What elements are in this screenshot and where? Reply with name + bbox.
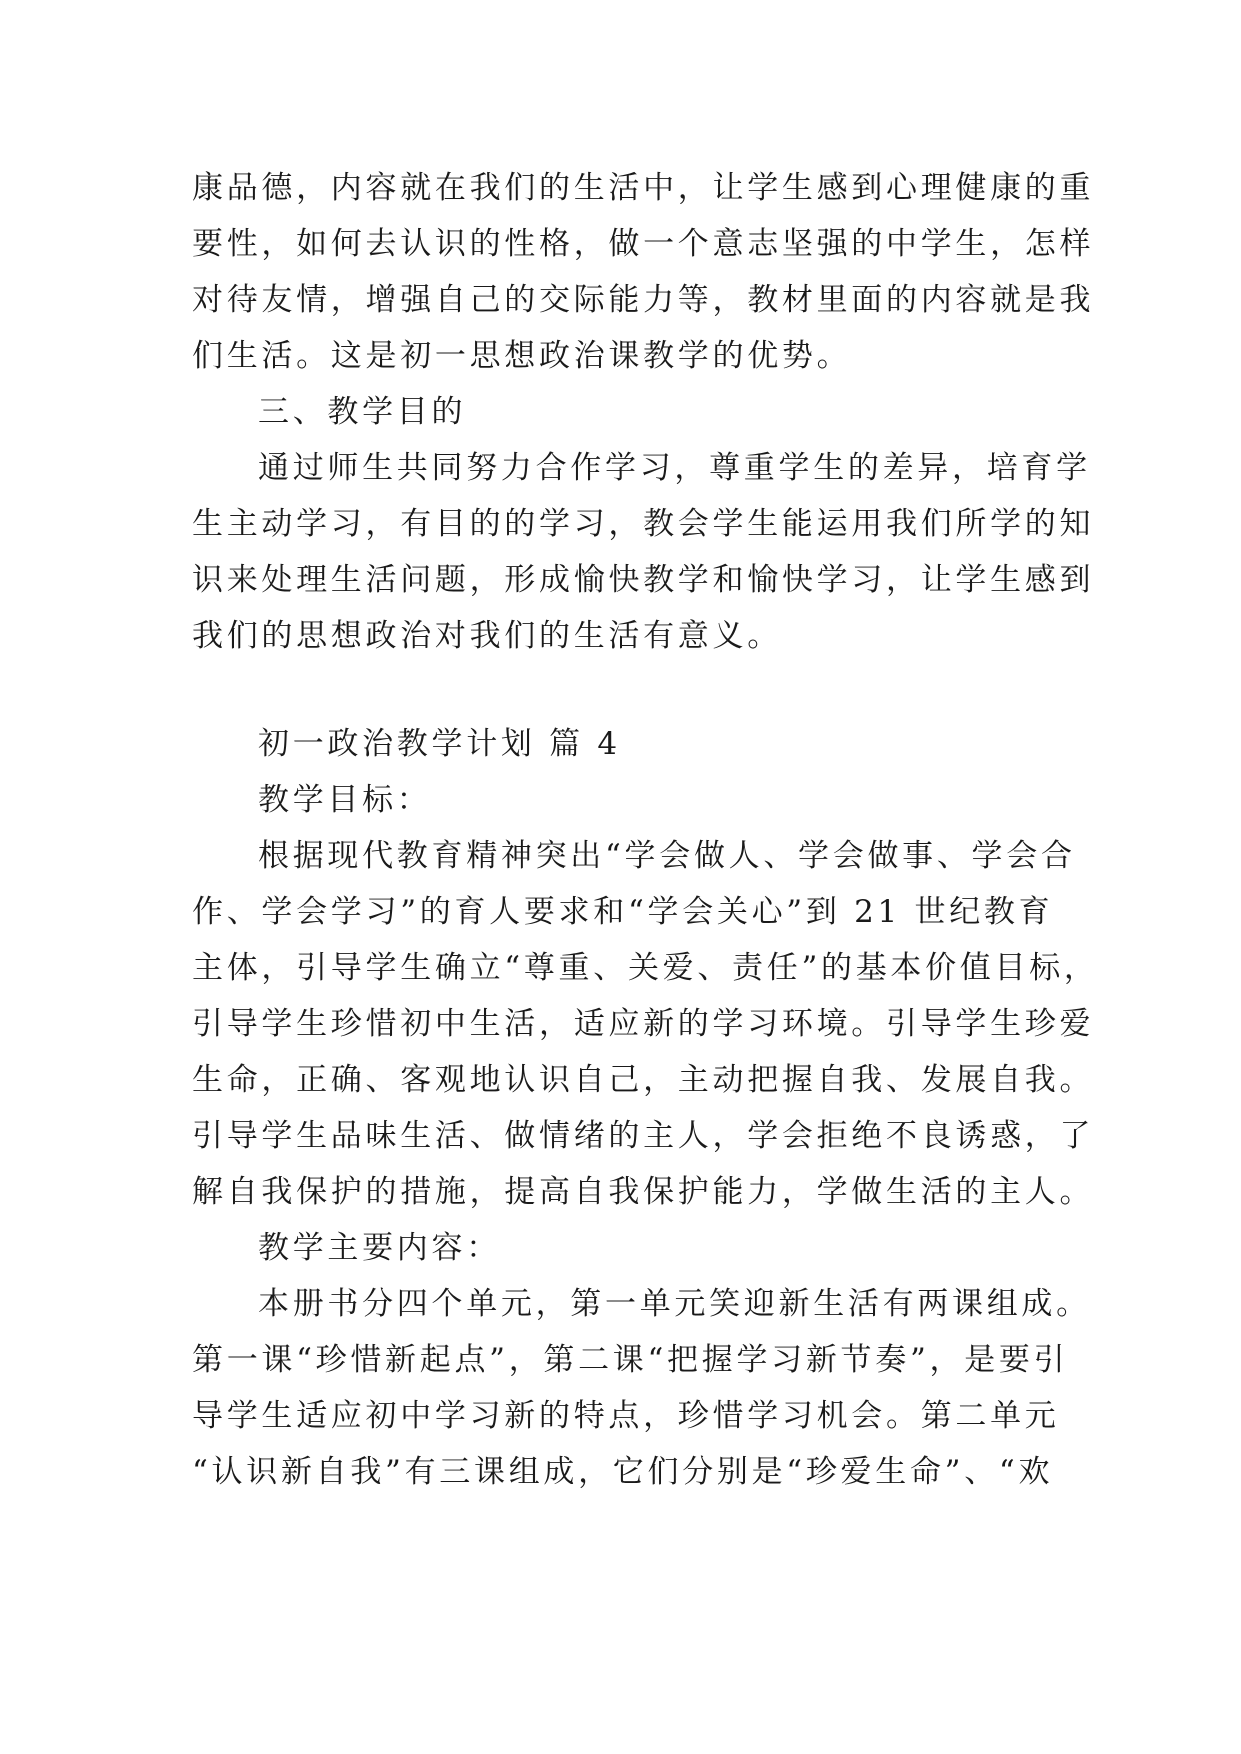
paragraph-line: 康品德，内容就在我们的生活中，让学生感到心理健康的重	[192, 170, 1095, 206]
paragraph-line: 生命，正确、客观地认识自己，主动把握自我、发展自我。	[192, 1062, 1095, 1098]
paragraph-line: 通过师生共同努力合作学习，尊重学生的差异，培育学	[258, 450, 1091, 486]
paragraph-line: 对待友情，增强自己的交际能力等，教材里面的内容就是我	[192, 282, 1095, 318]
paragraph-line: 们生活。这是初一思想政治课教学的优势。	[192, 338, 852, 374]
paragraph-line: 引导学生珍惜初中生活，适应新的学习环境。引导学生珍爱	[192, 1006, 1095, 1042]
paragraph-line: 我们的思想政治对我们的生活有意义。	[192, 618, 782, 654]
section-heading: 教学目标：	[258, 782, 432, 818]
article-title: 初一政治教学计划 篇 4	[258, 726, 621, 762]
paragraph-line: 生主动学习，有目的的学习，教会学生能运用我们所学的知	[192, 506, 1095, 542]
paragraph-line: 识来处理生活问题，形成愉快教学和愉快学习，让学生感到	[192, 562, 1095, 598]
paragraph-line: 导学生适应初中学习新的特点，珍惜学习机会。第二单元	[192, 1398, 1060, 1434]
paragraph-line: 本册书分四个单元，第一单元笑迎新生活有两课组成。	[258, 1286, 1091, 1322]
paragraph-line: 主体，引导学生确立“尊重、关爱、责任”的基本价值目标，	[192, 950, 1099, 986]
paragraph-line: 根据现代教育精神突出“学会做人、学会做事、学会合	[258, 838, 1076, 874]
paragraph-line: “认识新自我”有三课组成，它们分别是“珍爱生命”、“欢	[192, 1454, 1054, 1490]
section-heading: 三、教学目的	[258, 394, 467, 430]
paragraph-line: 第一课“珍惜新起点”，第二课“把握学习新节奏”，是要引	[192, 1342, 1069, 1378]
section-heading: 教学主要内容：	[258, 1230, 501, 1266]
paragraph-line: 要性，如何去认识的性格，做一个意志坚强的中学生，怎样	[192, 226, 1095, 262]
paragraph-line: 作、学会学习”的育人要求和“学会关心”到 21 世纪教育	[192, 894, 1054, 930]
paragraph-line: 解自我保护的措施，提高自我保护能力，学做生活的主人。	[192, 1174, 1095, 1210]
paragraph-line: 引导学生品味生活、做情绪的主人，学会拒绝不良诱惑，了	[192, 1118, 1095, 1154]
